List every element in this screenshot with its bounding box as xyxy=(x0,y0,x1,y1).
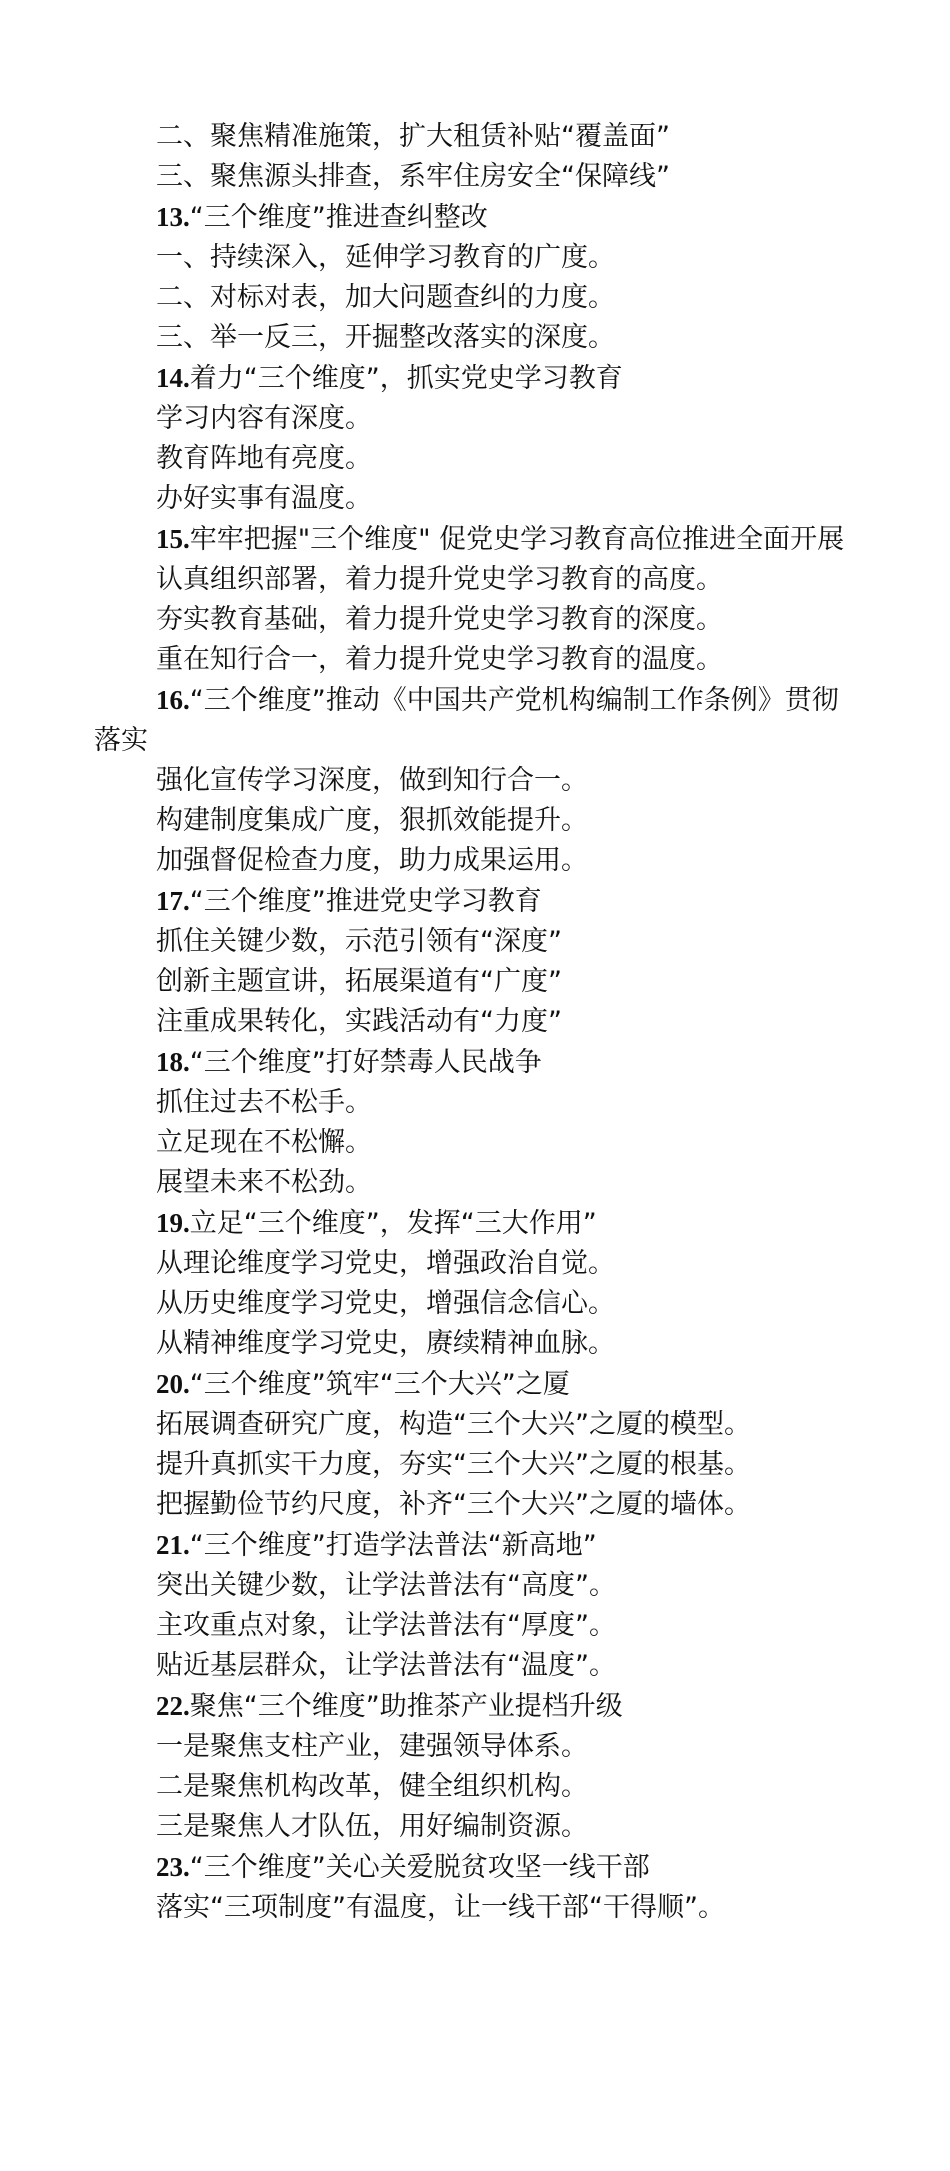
section-heading xyxy=(94,197,860,238)
body-line xyxy=(94,640,860,680)
section-heading xyxy=(94,519,860,560)
body-line xyxy=(94,1888,860,1928)
line-text: 学习内容有深度。 xyxy=(156,403,372,434)
line-text: 三、举一反三，开掘整改落实的深度。 xyxy=(156,322,615,353)
line-text: 办好实事有温度。 xyxy=(156,483,372,514)
line-text: 一是聚焦支柱产业，建强领导体系。 xyxy=(156,1731,588,1762)
heading-text: “三个维度”推进党史学习教育 xyxy=(189,886,542,917)
section-number: 20. xyxy=(156,1369,190,1399)
body-line xyxy=(94,157,860,197)
line-text: 立足现在不松懈。 xyxy=(156,1127,372,1158)
section-number: 14. xyxy=(156,363,190,393)
line-text: 强化宣传学习深度，做到知行合一。 xyxy=(156,765,588,796)
body-line xyxy=(94,278,860,318)
heading-text: 立足“三个维度”，发挥“三大作用” xyxy=(189,1208,597,1239)
line-text: 注重成果转化，实践活动有“力度” xyxy=(156,1006,562,1037)
heading-text: 牢牢把握"三个维度" 促党史学习教育高位推进全面开展 xyxy=(189,524,845,555)
body-line xyxy=(94,1807,860,1847)
section-heading xyxy=(94,358,860,399)
line-text: 突出关键少数，让学法普法有“高度”。 xyxy=(156,1570,616,1601)
section-heading xyxy=(94,1042,860,1083)
line-text: 三是聚焦人才队伍，用好编制资源。 xyxy=(156,1811,588,1842)
body-line xyxy=(94,841,860,881)
body-line xyxy=(94,1727,860,1767)
body-line xyxy=(94,922,860,962)
section-number: 13. xyxy=(156,202,190,232)
body-line xyxy=(94,1083,860,1123)
heading-text: “三个维度”推动《中国共产党机构编制工作条例》贯彻落实 xyxy=(94,685,839,756)
line-text: 一、持续深入，延伸学习教育的广度。 xyxy=(156,242,615,273)
line-text: 认真组织部署，着力提升党史学习教育的高度。 xyxy=(156,564,723,595)
section-heading xyxy=(94,1364,860,1405)
body-line xyxy=(94,962,860,1002)
line-text: 把握勤俭节约尺度，补齐“三个大兴”之厦的墙体。 xyxy=(156,1489,751,1520)
line-text: 加强督促检查力度，助力成果运用。 xyxy=(156,845,588,876)
line-text: 主攻重点对象，让学法普法有“厚度”。 xyxy=(156,1610,616,1641)
body-line xyxy=(94,600,860,640)
heading-text: 聚焦“三个维度”助推茶产业提档升级 xyxy=(189,1691,623,1722)
body-line xyxy=(94,1244,860,1284)
line-text: 三、聚焦源头排查，系牢住房安全“保障线” xyxy=(156,161,670,192)
section-number: 18. xyxy=(156,1047,190,1077)
line-text: 构建制度集成广度，狠抓效能提升。 xyxy=(156,805,588,836)
line-text: 二、聚焦精准施策，扩大租赁补贴“覆盖面” xyxy=(156,121,670,152)
body-line xyxy=(94,399,860,439)
body-line xyxy=(94,1163,860,1203)
body-line xyxy=(94,761,860,801)
heading-text: 着力“三个维度”，抓实党史学习教育 xyxy=(189,363,623,394)
line-text: 二、对标对表，加大问题查纠的力度。 xyxy=(156,282,615,313)
section-number: 22. xyxy=(156,1691,190,1721)
section-number: 16. xyxy=(156,685,190,715)
heading-text: “三个维度”关心关爱脱贫攻坚一线干部 xyxy=(189,1852,650,1883)
section-heading xyxy=(94,1525,860,1566)
body-line xyxy=(94,238,860,278)
body-line xyxy=(94,1123,860,1163)
section-number: 19. xyxy=(156,1208,190,1238)
body-line xyxy=(94,1566,860,1606)
section-number: 15. xyxy=(156,524,190,554)
body-line xyxy=(94,1767,860,1807)
line-text: 从精神维度学习党史，赓续精神血脉。 xyxy=(156,1328,615,1359)
heading-text: “三个维度”筑牢“三个大兴”之厦 xyxy=(189,1369,570,1400)
heading-text: “三个维度”推进查纠整改 xyxy=(189,202,488,233)
line-text: 从理论维度学习党史，增强政治自觉。 xyxy=(156,1248,615,1279)
body-line xyxy=(94,479,860,519)
line-text: 夯实教育基础，着力提升党史学习教育的深度。 xyxy=(156,604,723,635)
heading-text: “三个维度”打造学法普法“新高地” xyxy=(189,1530,597,1561)
body-line xyxy=(94,1485,860,1525)
section-heading xyxy=(94,1686,860,1727)
line-text: 贴近基层群众，让学法普法有“温度”。 xyxy=(156,1650,616,1681)
line-text: 二是聚焦机构改革，健全组织机构。 xyxy=(156,1771,588,1802)
body-line xyxy=(94,1445,860,1485)
section-heading xyxy=(94,1847,860,1888)
section-heading xyxy=(94,881,860,922)
line-text: 重在知行合一，着力提升党史学习教育的温度。 xyxy=(156,644,723,675)
body-line xyxy=(94,117,860,157)
body-line xyxy=(94,439,860,479)
line-text: 展望未来不松劲。 xyxy=(156,1167,372,1198)
body-line xyxy=(94,318,860,358)
line-text: 教育阵地有亮度。 xyxy=(156,443,372,474)
body-line xyxy=(94,1324,860,1364)
line-text: 拓展调查研究广度，构造“三个大兴”之厦的模型。 xyxy=(156,1409,751,1440)
line-text: 从历史维度学习党史，增强信念信心。 xyxy=(156,1288,615,1319)
body-line xyxy=(94,1284,860,1324)
section-number: 21. xyxy=(156,1530,190,1560)
line-text: 创新主题宣讲，拓展渠道有“广度” xyxy=(156,966,562,997)
body-line xyxy=(94,1606,860,1646)
body-line xyxy=(94,1405,860,1445)
line-text: 抓住过去不松手。 xyxy=(156,1087,372,1118)
body-line xyxy=(94,1002,860,1042)
body-line xyxy=(94,801,860,841)
section-number: 17. xyxy=(156,886,190,916)
line-text: 提升真抓实干力度，夯实“三个大兴”之厦的根基。 xyxy=(156,1449,751,1480)
body-line xyxy=(94,1646,860,1686)
section-heading xyxy=(94,680,860,761)
section-number: 23. xyxy=(156,1852,190,1882)
section-heading xyxy=(94,1203,860,1244)
heading-text: “三个维度”打好禁毒人民战争 xyxy=(189,1047,542,1078)
line-text: 落实“三项制度”有温度，让一线干部“干得顺”。 xyxy=(156,1892,725,1923)
line-text: 抓住关键少数，示范引领有“深度” xyxy=(156,926,562,957)
body-line xyxy=(94,560,860,600)
